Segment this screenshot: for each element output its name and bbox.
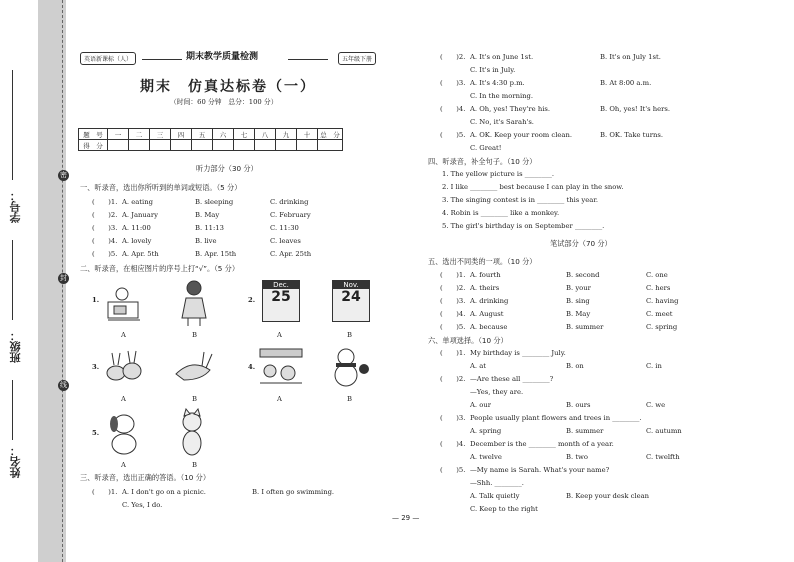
option-b: B. It's on July 1st. — [600, 53, 661, 61]
option-a: A. January — [122, 211, 158, 219]
option-a: A. Oh, yes! They're his. — [470, 105, 551, 113]
score-cell[interactable] — [234, 140, 255, 151]
class-line — [12, 240, 13, 320]
score-cell[interactable] — [192, 140, 213, 151]
option-c: C. drinking — [270, 198, 309, 206]
option-a: A. lovely — [122, 237, 152, 245]
score-cell: 得 分 — [79, 140, 108, 151]
section-2-title: 二、听录音，在相应图片的序号上打“√”。（5 分） — [80, 264, 240, 273]
option-c: C. In the morning. — [470, 92, 534, 100]
option-b: B. Keep your desk clean — [566, 492, 650, 500]
score-cell[interactable] — [171, 140, 192, 151]
option-b: B. two — [566, 453, 588, 461]
series-title: 期末教学质量检测 — [186, 52, 259, 62]
option-b: B. your — [566, 284, 591, 292]
item-number: ( )5. — [92, 250, 118, 258]
page-number: — 29 — — [392, 514, 420, 522]
section-4-title: 四、听录音，补全句子。（10 分） — [428, 157, 537, 166]
edition-badge: 英语新课标（人） — [80, 52, 136, 65]
item-number: ( )2. — [440, 284, 466, 292]
option-c: C. we — [646, 401, 666, 409]
score-cell: 二 — [129, 129, 150, 140]
option-b: B. ours — [566, 401, 591, 409]
question-text: —Are these all ________? — [470, 375, 554, 383]
score-table-header-row — [79, 129, 343, 140]
item-number: ( )3. — [440, 79, 466, 87]
score-cell: 九 — [276, 129, 297, 140]
section-5-title: 五、选出不同类的一项。（10 分） — [428, 257, 537, 266]
calendar-nov-24 — [332, 280, 370, 322]
grade-badge: 五年级下册 — [338, 52, 376, 65]
score-cell[interactable] — [129, 140, 150, 151]
item-number: ( )4. — [440, 105, 466, 113]
picture-4a-autumn-scene — [258, 345, 304, 387]
option-a-label: A — [121, 395, 126, 403]
item-number: ( )5. — [440, 323, 466, 331]
score-cell: 七 — [234, 129, 255, 140]
score-cell[interactable] — [150, 140, 171, 151]
option-b: B. At 8:00 a.m. — [600, 79, 652, 87]
item-number: ( )1. — [440, 271, 466, 279]
picture-number: 5. — [92, 429, 100, 437]
item-number: ( )4. — [92, 237, 118, 245]
option-b-label: B — [347, 395, 352, 403]
picture-number: 2. — [248, 296, 256, 304]
picture-5b-cat — [174, 408, 210, 458]
option-b: B. sing — [566, 297, 590, 305]
picture-number: 3. — [92, 363, 100, 371]
option-b: B. I often go swimming. — [252, 488, 335, 496]
picture-1b-girl — [178, 278, 210, 328]
option-a-label: A — [121, 461, 126, 469]
option-a: A. eating — [122, 198, 153, 206]
score-cell: 八 — [255, 129, 276, 140]
question-text: My birthday is ________ July. — [470, 349, 566, 357]
option-a: A. drinking — [470, 297, 509, 305]
header-rule-left — [142, 59, 182, 60]
calendar-month: Nov. — [333, 281, 369, 289]
item-number: ( )1. — [92, 488, 118, 496]
score-table-score-row — [79, 140, 343, 151]
question-text: People usually plant flowers and trees in ________. — [470, 414, 642, 422]
calendar-dec-25 — [262, 280, 300, 322]
item-number: ( )2. — [92, 211, 118, 219]
item-number: ( )4. — [440, 440, 466, 448]
option-b-label: B — [192, 395, 197, 403]
item-number: ( )2. — [440, 375, 466, 383]
option-a: A. at — [470, 362, 487, 370]
section-3-title: 三、听录音，选出正确的答语。（10 分） — [80, 473, 211, 482]
picture-number: 4. — [248, 363, 256, 371]
option-b: B. Oh, yes! It's hers. — [600, 105, 671, 113]
student-number-line — [12, 70, 13, 180]
option-a: A. fourth — [470, 271, 501, 279]
seal-mark-mi: 密 — [60, 171, 67, 179]
option-c: C. meet — [646, 310, 673, 318]
option-a: A. spring — [470, 427, 502, 435]
option-b-label: B — [192, 461, 197, 469]
option-a: A. Apr. 5th — [122, 250, 159, 258]
option-c: C. spring — [646, 323, 678, 331]
calendar-day: 25 — [271, 289, 291, 305]
option-b: B. summer — [566, 427, 604, 435]
option-c: C. Apr. 25th — [270, 250, 312, 258]
question-reply: —Yes, they are. — [470, 388, 524, 396]
written-heading: 笔试部分（70 分） — [550, 239, 612, 248]
option-a: A. because — [470, 323, 508, 331]
listening-heading: 听力部分（30 分） — [196, 164, 258, 173]
option-b: B. Apr. 15th — [195, 250, 237, 258]
item-number: ( )3. — [440, 297, 466, 305]
item-number: ( )3. — [440, 414, 466, 422]
score-cell[interactable] — [213, 140, 234, 151]
option-b: B. sleeping — [195, 198, 234, 206]
option-b: B. May — [195, 211, 220, 219]
option-b-label: B — [192, 331, 197, 339]
binding-sidebar — [0, 0, 66, 562]
score-cell: 四 — [171, 129, 192, 140]
picture-4b-snowman — [330, 345, 370, 387]
option-c: C. in — [646, 362, 662, 370]
option-c: C. 11:30 — [270, 224, 299, 232]
option-b-label: B — [347, 331, 352, 339]
score-cell[interactable] — [108, 140, 129, 151]
option-b: B. on — [566, 362, 584, 370]
item-number: ( )5. — [440, 466, 466, 474]
question-text: —My name is Sarah. What's your name? — [470, 466, 610, 474]
score-cell: 总 分 — [318, 129, 343, 140]
fill-sentence: 5. The girl's birthday is on September ________. — [442, 222, 605, 230]
fill-sentence: 1. The yellow picture is ________. — [442, 170, 555, 178]
option-a: A. It's 4:30 p.m. — [470, 79, 525, 87]
score-cell: 题 号 — [79, 129, 108, 140]
score-cell[interactable] — [276, 140, 297, 151]
option-c: C. twelfth — [646, 453, 680, 461]
option-c: C. leaves — [270, 237, 301, 245]
fill-sentence: 3. The singing contest is in ________ this year. — [442, 196, 598, 204]
option-b: B. live — [195, 237, 217, 245]
item-number: ( )1. — [440, 349, 466, 357]
option-c: C. It's in July. — [470, 66, 516, 74]
option-a: A. our — [470, 401, 491, 409]
option-a-label: A — [277, 395, 282, 403]
option-c: C. No, it's Sarah's. — [470, 118, 534, 126]
question-reply: —Shh. ________. — [470, 479, 524, 487]
option-c: C. Great! — [470, 144, 502, 152]
score-cell: 六 — [213, 129, 234, 140]
fill-sentence: 2. I like ________ best because I can play in the snow. — [442, 183, 624, 191]
option-b: B. summer — [566, 323, 604, 331]
page-title: 期末 仿真达标卷（一） — [140, 79, 316, 95]
seal-mark-feng: 封 — [60, 274, 67, 282]
option-c: C. Keep to the right — [470, 505, 538, 513]
picture-1a-reading-child — [104, 280, 144, 326]
score-cell: 三 — [150, 129, 171, 140]
class-label: 班级： — [9, 330, 22, 363]
section-6-title: 六、单项选择。（10 分） — [428, 336, 508, 345]
score-table — [78, 128, 343, 151]
time-score-note: （时间：60 分钟 总分：100 分） — [170, 98, 278, 106]
picture-3a-rabbits — [102, 345, 146, 387]
option-a: A. OK. Keep your room clean. — [470, 131, 573, 139]
option-a: A. I don't go on a picnic. — [122, 488, 206, 496]
section-1-title: 一、听录音，选出你所听到的单词或短语。（5 分） — [80, 183, 242, 192]
item-number: ( )5. — [440, 131, 466, 139]
option-b: B. OK. Take turns. — [600, 131, 664, 139]
calendar-day: 24 — [341, 289, 361, 305]
name-line — [12, 380, 13, 440]
question-text: December is the ________ month of a year. — [470, 440, 614, 448]
score-cell: 五 — [192, 129, 213, 140]
option-c: C. hers — [646, 284, 671, 292]
seal-mark-xian: 线 — [60, 381, 67, 389]
option-a-label: A — [121, 331, 126, 339]
option-a-label: A — [277, 331, 282, 339]
option-a: A. twelve — [470, 453, 502, 461]
calendar-month: Dec. — [263, 281, 299, 289]
option-a: A. August — [470, 310, 504, 318]
option-b: B. 11:13 — [195, 224, 224, 232]
option-b: B. May — [566, 310, 591, 318]
item-number: ( )4. — [440, 310, 466, 318]
option-a: A. It's on June 1st. — [470, 53, 534, 61]
option-a: A. theirs — [470, 284, 500, 292]
option-c: C. having — [646, 297, 679, 305]
header-rule-right — [288, 59, 328, 60]
option-c: C. autumn — [646, 427, 682, 435]
fill-sentence: 4. Robin is ________ like a monkey. — [442, 209, 560, 217]
option-c: C. Yes, I do. — [122, 501, 163, 509]
picture-number: 1. — [92, 296, 100, 304]
score-cell[interactable] — [297, 140, 318, 151]
option-a: A. 11:00 — [122, 224, 151, 232]
student-number-label: 学号： — [9, 190, 22, 223]
option-c: C. February — [270, 211, 311, 219]
score-cell: 一 — [108, 129, 129, 140]
item-number: ( )3. — [92, 224, 118, 232]
score-cell[interactable] — [318, 140, 343, 151]
picture-5a-dog — [104, 410, 144, 458]
item-number: ( )2. — [440, 53, 466, 61]
picture-3b-running-rabbit — [172, 348, 216, 386]
option-b: B. second — [566, 271, 600, 279]
option-c: C. one — [646, 271, 668, 279]
score-cell[interactable] — [255, 140, 276, 151]
score-cell: 十 — [297, 129, 318, 140]
item-number: ( )1. — [92, 198, 118, 206]
option-a: A. Talk quietly — [470, 492, 520, 500]
name-label: 姓名： — [9, 445, 22, 478]
